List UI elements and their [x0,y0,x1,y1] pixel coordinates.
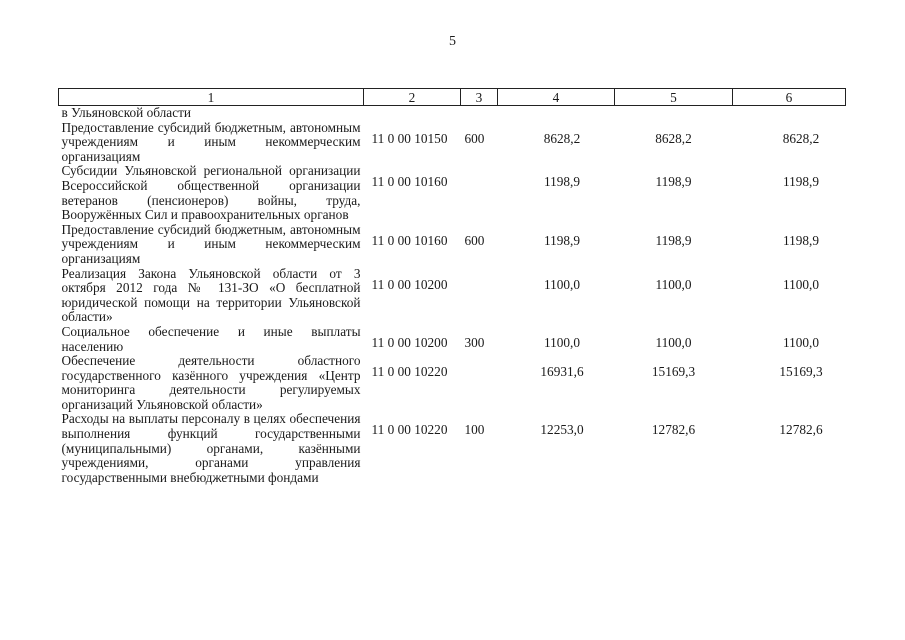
table-row [59,223,846,267]
row-expense-type: 600 [464,232,485,248]
row-code: 11 0 00 10220 [371,364,448,380]
row-name: Субсидии Ульяновской региональной организации Всероссийской общественной организации ветеранов (пенсионеров) войны, труда, Вооружённых Сил и правоохранительных органов [61,163,361,223]
row-value-1: 1198,9 [543,232,581,248]
column-header-3: 3 [461,89,498,106]
row-code: 11 0 00 10160 [371,232,448,248]
budget-table [58,88,846,485]
row-expense-type: 100 [464,422,485,438]
row-name: Предоставление субсидий бюджетным, автономным учреждениям и иным некоммерческим организациям [61,221,361,266]
row-value-1: 1198,9 [543,174,581,190]
table-row [59,121,846,165]
row-value-2: 15169,3 [651,364,696,380]
row-value-3: 8628,2 [782,130,820,146]
row-code: 11 0 00 10220 [371,422,448,438]
table-row [59,412,846,485]
table-row [59,325,846,354]
row-name: Обеспечение деятельности областного государственного казённого учреждения «Центр мониторинга деятельности регулируемых организаций Ульяновской области» [61,353,361,412]
table-row [59,164,846,222]
row-expense-type: 300 [464,334,485,350]
row-name: Социальное обеспечение и иные выплаты населению [61,323,361,354]
row-expense-type: 600 [464,130,485,146]
column-header-6: 6 [733,89,846,106]
row-value-3: 1198,9 [782,174,820,190]
row-value-2: 1198,9 [655,232,692,248]
row-expense-type [461,164,498,222]
row-value-1: 16931,6 [540,364,584,380]
row-value-2: 1100,0 [655,334,692,350]
row-value-1: 1100,0 [543,276,581,292]
row-code: 11 0 00 10150 [371,130,448,146]
row-value-1: 8628,2 [543,130,581,146]
row-value-1: 1100,0 [543,334,581,350]
row-value-3: 1100,0 [782,276,820,292]
row-value-3: 15169,3 [779,364,823,380]
table-header-row [59,89,846,106]
row-value-2: 8628,2 [655,130,692,146]
row-value-3: 1100,0 [782,334,820,350]
column-header-1: 1 [59,89,364,106]
row-value-1: 12253,0 [540,422,584,438]
row-name: Расходы на выплаты персоналу в целях обеспечения выполнения функций государственными (муниципальными) органами, казёнными учреждениями, органами управления государственными внебюджетными фондами [61,411,361,485]
row-code: 11 0 00 10160 [371,174,448,190]
row-name: Реализация Закона Ульяновской области от 3 октября 2012 года № 131-ЗО «О бесплатной юридической помощи на территории Ульяновской области» [61,265,361,325]
column-header-2: 2 [364,89,461,106]
row-code: 11 0 00 10200 [371,334,448,350]
continuation-text: в Ульяновской области [61,105,192,120]
table-row [59,267,846,325]
row-value-3: 1198,9 [782,232,820,248]
column-header-5: 5 [615,89,733,106]
row-code: 11 0 00 10200 [371,276,448,292]
continuation-row [59,106,846,121]
row-expense-type [461,354,498,412]
table-row [59,354,846,412]
page-number: 5 [449,34,456,49]
row-value-3: 12782,6 [779,422,823,438]
row-value-2: 1100,0 [655,276,692,292]
row-expense-type [461,267,498,325]
column-header-4: 4 [498,89,615,106]
row-name: Предоставление субсидий бюджетным, автономным учреждениям и иным некоммерческим организациям [61,119,361,164]
row-value-2: 1198,9 [655,174,692,190]
row-value-2: 12782,6 [651,422,696,438]
